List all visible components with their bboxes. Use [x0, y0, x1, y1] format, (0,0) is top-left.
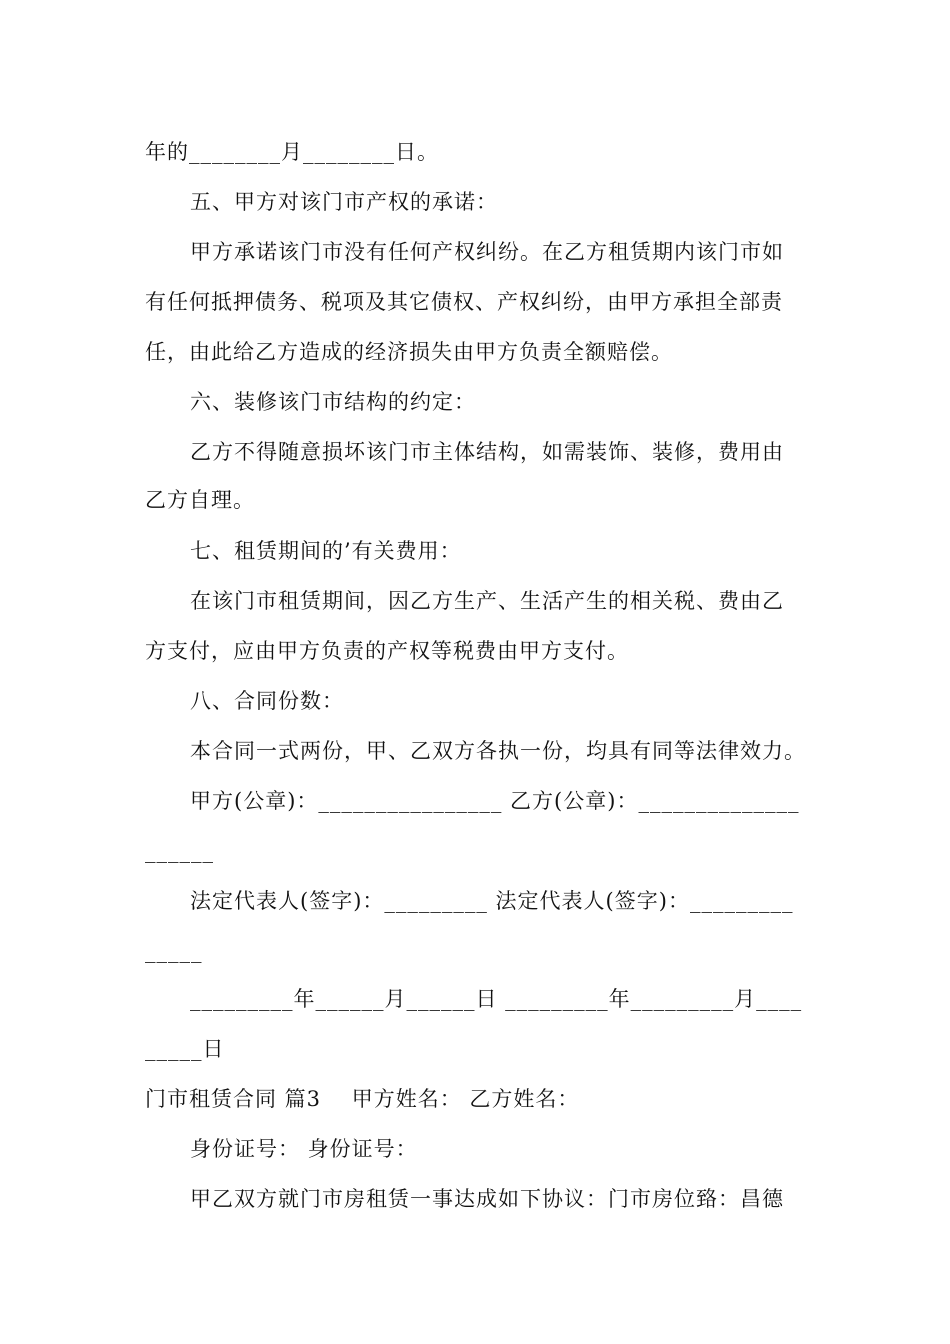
paragraph-line: 甲乙双方就门市房租赁一事达成如下协议：门市房位臵：昌德 [190, 1187, 784, 1211]
paragraph-line: 在该门市租赁期间，因乙方生产、生活产生的相关税、费由乙 [190, 589, 784, 613]
id-number-line: 身份证号： 身份证号： [190, 1137, 418, 1161]
text-line-date-blank: 年的________月________日。 [145, 140, 439, 164]
paragraph-line: 任，由此给乙方造成的经济损失由甲方负责全额赔偿。 [145, 340, 673, 364]
signature-line-continuation: ______ [145, 839, 214, 863]
contract-title-line: 门市租赁合同 篇3 甲方姓名： 乙方姓名： [145, 1087, 580, 1111]
paragraph-line: 乙方不得随意损坏该门市主体结构，如需装饰、装修，费用由 [190, 440, 784, 464]
signature-line-seal: 甲方(公章)：________________ 乙方(公章)：______________ [190, 789, 800, 813]
section-heading-6: 六、装修该门市结构的约定： [190, 390, 476, 414]
signature-line-representative: 法定代表人(签字)：_________ 法定代表人(签字)：_________ [190, 889, 794, 913]
paragraph-line: 本合同一式两份，甲、乙双方各执一份，均具有同等法律效力。 [190, 739, 806, 763]
signature-line-continuation: _____ [145, 939, 203, 963]
paragraph-line: 有任何抵押债务、税项及其它债权、产权纠纷，由甲方承担全部责 [145, 290, 783, 314]
section-heading-5: 五、甲方对该门市产权的承诺： [190, 190, 498, 214]
paragraph-line: 方支付，应由甲方负责的产权等税费由甲方支付。 [145, 639, 629, 663]
paragraph-line: 甲方承诺该门市没有任何产权纠纷。在乙方租赁期内该门市如 [190, 240, 784, 264]
section-heading-7: 七、租赁期间的’有关费用： [190, 539, 462, 563]
section-heading-8: 八、合同份数： [190, 689, 344, 713]
signature-line-date: _________年______月______日 _________年_________月____ [190, 987, 803, 1011]
paragraph-line: 乙方自理。 [145, 488, 255, 512]
signature-line-continuation: _____日 [145, 1037, 225, 1061]
